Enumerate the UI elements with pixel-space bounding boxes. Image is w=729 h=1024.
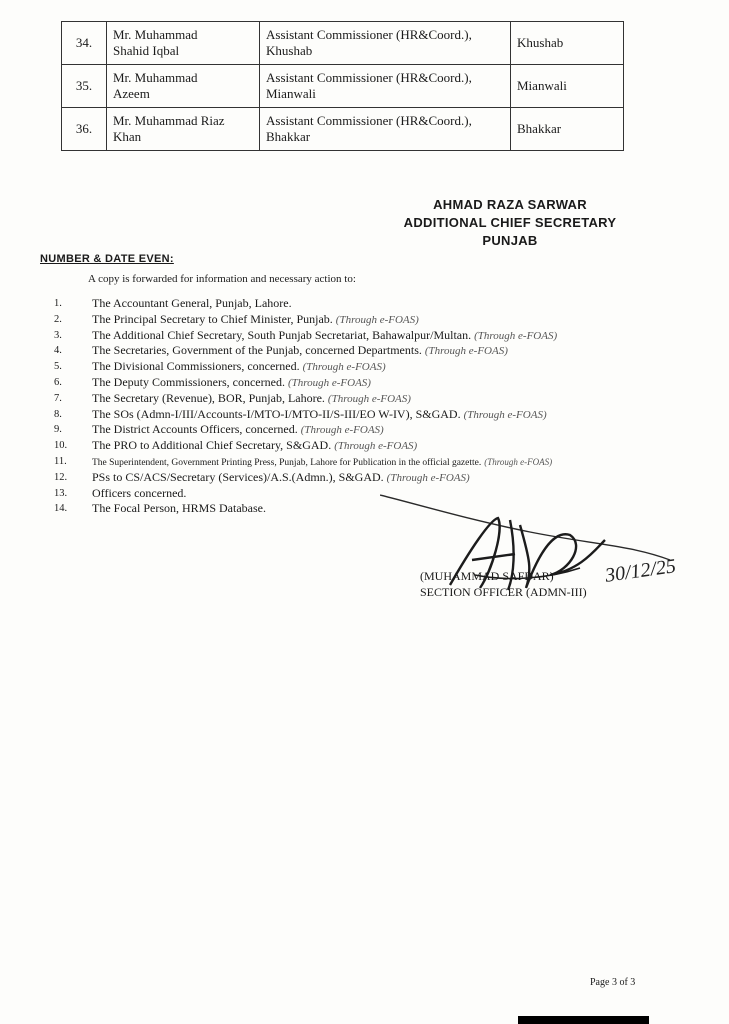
handwritten-date: 30/12/25 <box>603 555 678 587</box>
officer-name: Mr. Muhammad Azeem <box>107 65 260 108</box>
district: Bhakkar <box>511 108 624 151</box>
posting: Assistant Commissioner (HR&Coord.), Mianwali <box>260 65 511 108</box>
number-date-heading: NUMBER & DATE EVEN: <box>40 253 174 265</box>
posting: Assistant Commissioner (HR&Coord.), Khushab <box>260 22 511 65</box>
distribution-list <box>48 296 688 517</box>
table-row <box>62 22 624 65</box>
list-item: 11. The Superintendent, Government Printing Press, Punjab, Lahore for Publication in the official gazette. (Through e-FOAS) <box>54 455 553 468</box>
signatory-province: PUNJAB <box>482 233 538 248</box>
section-officer-block <box>420 568 587 600</box>
serial-number: 35. <box>62 65 107 108</box>
table-row <box>62 65 624 108</box>
list-item: 4. The Secretaries, Government of the Punjab, concerned Departments. (Through e-FOAS) <box>54 343 508 358</box>
serial-number: 34. <box>62 22 107 65</box>
list-item: 1. The Accountant General, Punjab, Lahore. <box>54 296 292 310</box>
officers-table <box>61 21 624 151</box>
list-item: 2. The Principal Secretary to Chief Minister, Punjab. (Through e-FOAS) <box>54 311 419 326</box>
posting: Assistant Commissioner (HR&Coord.), Bhakkar <box>260 108 511 151</box>
list-item: 13. Officers concerned. <box>54 485 187 500</box>
page-number: Page 3 of 3 <box>590 977 636 988</box>
district: Mianwali <box>511 65 624 108</box>
list-item: 5. The Divisional Commissioners, concerned. (Through e-FOAS) <box>54 359 386 374</box>
list-item: 3. The Additional Chief Secretary, South Punjab Secretariat, Bahawalpur/Multan. (Through e-FOAS) <box>54 327 558 342</box>
serial-number: 36. <box>62 108 107 151</box>
signatory-block <box>360 196 660 250</box>
list-item: 14. The Focal Person, HRMS Database. <box>54 501 266 516</box>
list-item: 8. The SOs (Admn-I/III/Accounts-I/MTO-I/MTO-II/S-III/EO W-IV), S&GAD. (Through e-FOAS) <box>54 406 547 421</box>
list-item: 9. The District Accounts Officers, concerned. (Through e-FOAS) <box>54 422 384 437</box>
signatory-name: AHMAD RAZA SARWAR <box>433 197 587 212</box>
section-officer-title: SECTION OFFICER (ADMN-III) <box>420 585 587 599</box>
list-item: 10. The PRO to Additional Chief Secretary, S&GAD. (Through e-FOAS) <box>54 438 418 453</box>
officer-name: Mr. Muhammad Riaz Khan <box>107 108 260 151</box>
table-row <box>62 108 624 151</box>
district: Khushab <box>511 22 624 65</box>
scan-edge-bar <box>518 1016 649 1024</box>
copy-forward-line: A copy is forwarded for information and necessary action to: <box>88 273 356 285</box>
signatory-title: ADDITIONAL CHIEF SECRETARY <box>403 215 617 230</box>
list-item: 6. The Deputy Commissioners, concerned. (Through e-FOAS) <box>54 374 371 389</box>
list-item: 12. PSs to CS/ACS/Secretary (Services)/A.S.(Admn.), S&GAD. (Through e-FOAS) <box>54 469 470 484</box>
officer-name: Mr. Muhammad Shahid Iqbal <box>107 22 260 65</box>
list-item: 7. The Secretary (Revenue), BOR, Punjab, Lahore. (Through e-FOAS) <box>54 390 411 405</box>
section-officer-name: (MUHAMMAD SAFDAR) <box>420 569 554 583</box>
